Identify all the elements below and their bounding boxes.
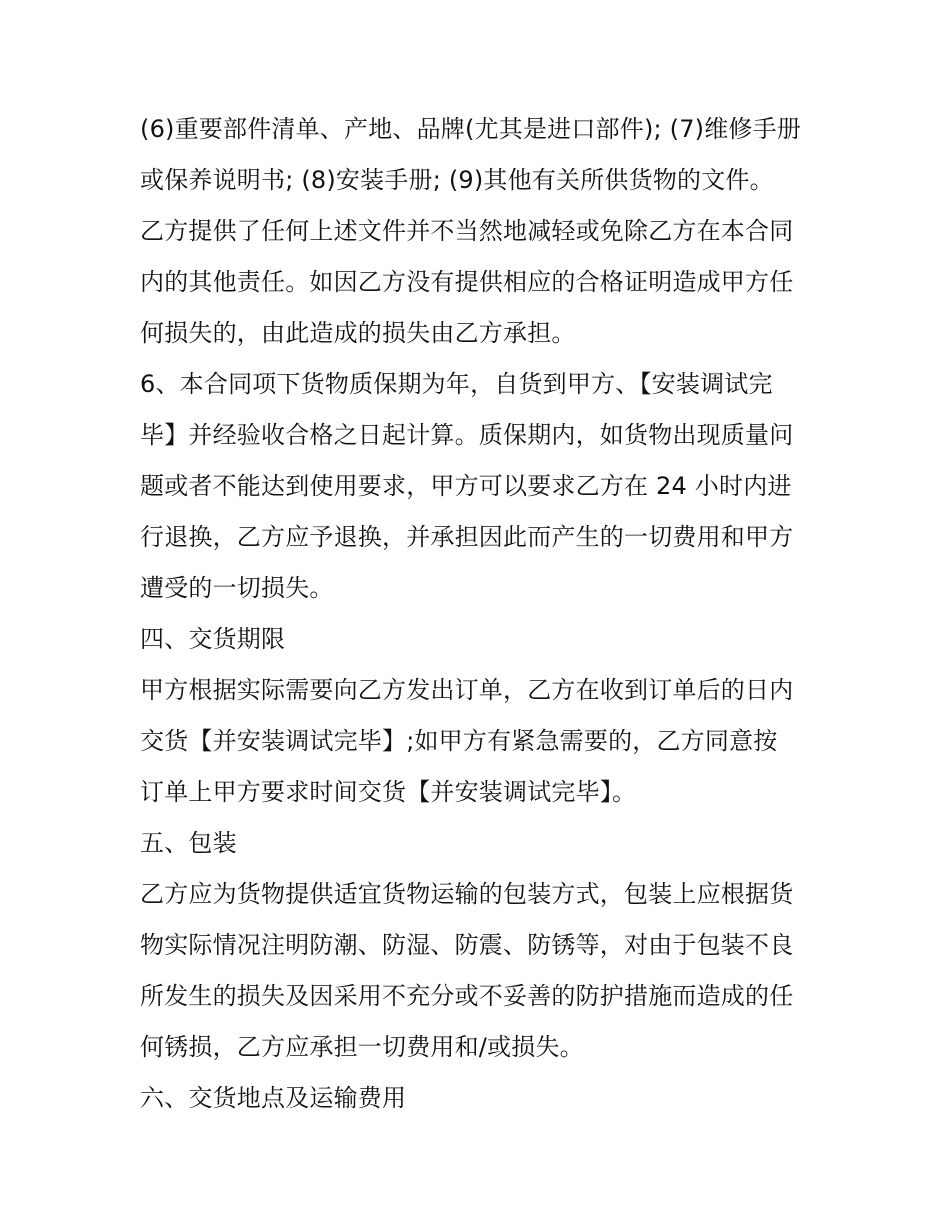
text-line-1: (6)重要部件清单、产地、品牌(尤其是进口部件); (7)维修手册 [140, 115, 802, 143]
text-line-7: 毕】并经验收合格之日起计算。质保期内，如货物出现质量问 [140, 421, 794, 449]
text-line-5: 何损失的，由此造成的损失由乙方承担。 [140, 319, 576, 347]
text-line-6: 6、本合同项下货物质保期为年，自货到甲方、【安装调试完 [140, 370, 773, 398]
text-line-19: 何锈损，乙方应承担一切费用和/或损失。 [140, 1033, 584, 1061]
text-line-14: 订单上甲方要求时间交货【并安装调试完毕】。 [140, 778, 637, 806]
section-heading-packaging: 五、包装 [140, 829, 237, 857]
text-line-17: 物实际情况注明防潮、防湿、防震、防锈等，对由于包装不良 [140, 931, 794, 959]
text-line-13: 交货【并安装调试完毕】;如甲方有紧急需要的，乙方同意按 [140, 727, 778, 755]
text-line-3: 乙方提供了任何上述文件并不当然地减轻或免除乙方在本合同 [140, 217, 794, 245]
text-line-12: 甲方根据实际需要向乙方发出订单，乙方在收到订单后的日内 [140, 676, 794, 704]
section-heading-delivery-location: 六、交货地点及运输费用 [140, 1084, 407, 1112]
contract-text [140, 104, 830, 1124]
text-line-4: 内的其他责任。如因乙方没有提供相应的合格证明造成甲方任 [140, 268, 794, 296]
text-line-10: 遭受的一切损失。 [140, 574, 334, 602]
text-line-2: 或保养说明书; (8)安装手册; (9)其他有关所供货物的文件。 [140, 166, 774, 194]
text-line-8: 题或者不能达到使用要求，甲方可以要求乙方在 24 小时内进 [140, 472, 792, 500]
section-heading-delivery-period: 四、交货期限 [140, 625, 286, 653]
text-line-9: 行退换，乙方应予退换，并承担因此而产生的一切费用和甲方 [140, 523, 794, 551]
text-line-16: 乙方应为货物提供适宜货物运输的包装方式，包装上应根据货 [140, 880, 794, 908]
text-line-18: 所发生的损失及因采用不充分或不妥善的防护措施而造成的任 [140, 982, 794, 1010]
